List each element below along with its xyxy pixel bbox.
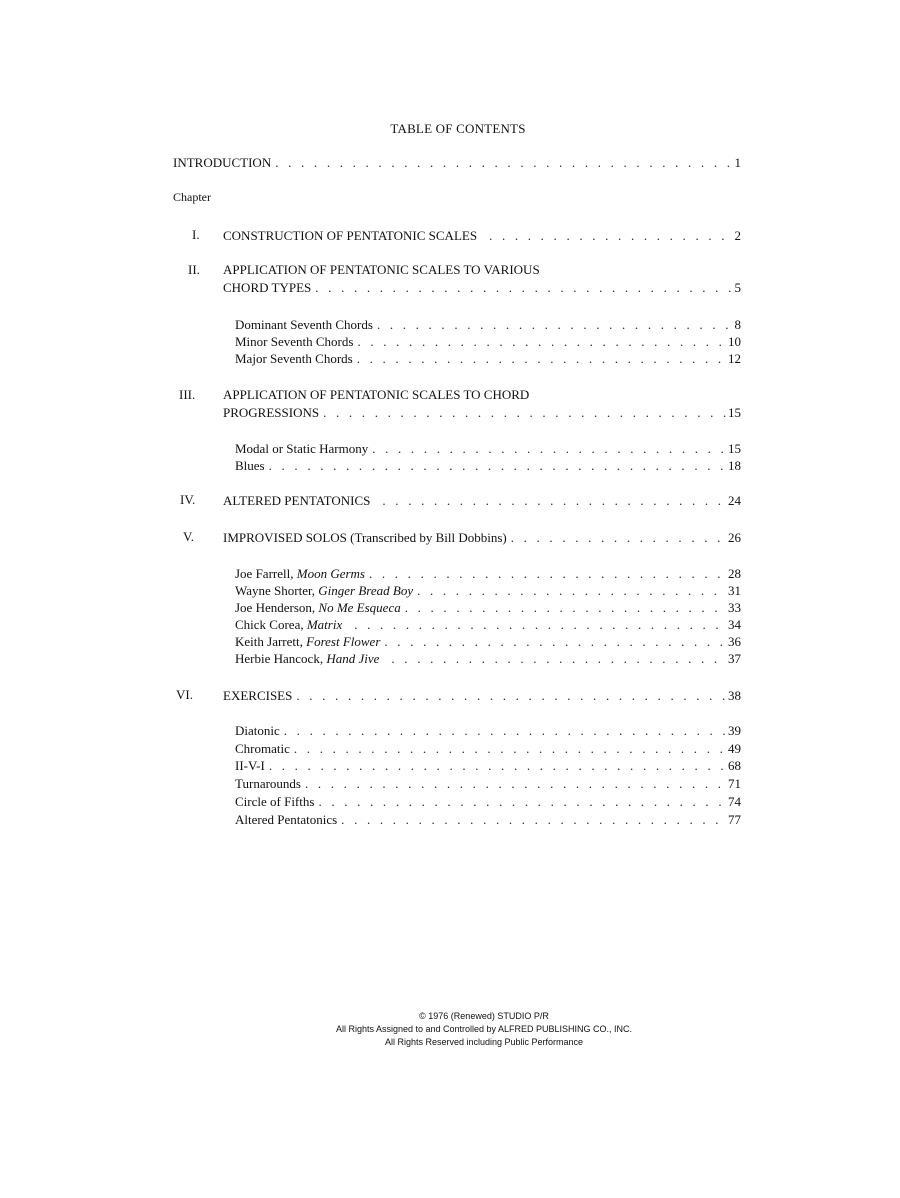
toc-entry-chapter-4[interactable] [223,492,741,509]
page-number: 26 [728,530,741,545]
toc-entry-chapter-3[interactable] [223,404,741,421]
dot-leader [269,457,726,474]
page-number: 39 [728,723,741,738]
dot-leader [374,492,726,509]
entry-title: INTRODUCTION [173,155,272,170]
page-number: 28 [728,566,741,581]
entry-title: Turnarounds [235,776,301,791]
toc-subentry[interactable] [235,811,741,828]
dot-leader [275,154,732,171]
entry-title: Major Seventh Chords [235,351,353,366]
copyright-notice [0,1010,900,1049]
page-number: 15 [728,441,741,456]
chapter-numeral: VI. [176,687,193,702]
dot-leader [369,565,726,582]
toc-subentry[interactable] [235,793,741,810]
toc-subentry[interactable] [235,457,741,474]
artist-name: Wayne Shorter, [235,583,316,598]
dot-leader [377,316,733,333]
dot-leader [318,793,726,810]
chapter-numeral: IV. [180,492,196,507]
dot-leader [315,279,732,296]
artist-name: Keith Jarrett, [235,634,303,649]
dot-leader [511,529,726,546]
toc-entry-chapter-5[interactable] [223,529,741,546]
entry-title: CHORD TYPES [223,280,312,295]
toc-subentry[interactable] [235,616,741,633]
page-number: 5 [734,280,741,295]
entry-title: Circle of Fifths [235,794,315,809]
entry-title: CONSTRUCTION OF PENTATONIC SCALES [223,228,478,243]
artist-name: Joe Farrell, [235,566,294,581]
page-number: 68 [728,758,741,773]
dot-leader [269,757,726,774]
dot-leader [357,333,726,350]
dot-leader [341,811,726,828]
toc-subentry[interactable] [235,650,741,667]
page-number: 18 [728,458,741,473]
entry-title: Dominant Seventh Chords [235,317,373,332]
tune-title: No Me Esqueca [318,600,401,615]
dot-leader [405,599,726,616]
toc-subentry[interactable] [235,599,741,616]
artist-name: Chick Corea, [235,617,304,632]
tune-title: Forest Flower [306,634,381,649]
dot-leader [294,740,726,757]
tune-title: Hand Jive [326,651,380,666]
copyright-line-1: © 1976 (Renewed) STUDIO P/R [419,1011,549,1021]
chapter-label: Chapter [173,190,211,204]
dot-leader [417,582,726,599]
tune-title: Ginger Bread Boy [318,583,414,598]
page-number: 38 [728,688,741,703]
entry-title: Minor Seventh Chords [235,334,354,349]
toc-subentry[interactable] [235,350,741,367]
entry-title: Chromatic [235,741,290,756]
tune-title: Moon Germs [296,566,365,581]
artist-name: Herbie Hancock, [235,651,324,666]
dot-leader [296,687,726,704]
page-number: 71 [728,776,741,791]
dot-leader [323,404,726,421]
dot-leader [357,350,726,367]
page-number: 12 [728,351,741,366]
dot-leader [383,650,726,667]
page-number: 24 [728,493,741,508]
toc-subentry[interactable] [235,757,741,774]
entry-title: IMPROVISED SOLOS (Transcribed by Bill Dobbins) [223,530,507,545]
tune-title: Matrix [306,617,343,632]
page-number: 33 [728,600,741,615]
chapter-numeral: I. [192,227,200,242]
dot-leader [284,722,726,739]
toc-subentry[interactable] [235,740,741,757]
entry-title: ALTERED PENTATONICS [223,493,371,508]
page-title: TABLE OF CONTENTS [390,121,526,136]
toc-subentry[interactable] [235,565,741,582]
chapter-numeral: II. [188,262,200,277]
toc-subentry[interactable] [235,333,741,350]
toc-entry-chapter-1[interactable] [223,227,741,244]
toc-subentry[interactable] [235,316,741,333]
page-number: 37 [728,651,741,666]
artist-name: Joe Henderson, [235,600,316,615]
page-number: 49 [728,741,741,756]
copyright-line-3: All Rights Reserved including Public Performance [384,1037,584,1047]
entry-title-line-1: APPLICATION OF PENTATONIC SCALES TO CHORD [223,387,530,402]
entry-title: Modal or Static Harmony [235,441,369,456]
dot-leader [305,775,726,792]
page-number: 2 [734,228,741,243]
page-number: 1 [734,155,741,170]
entry-title: EXERCISES [223,688,293,703]
toc-subentry[interactable] [235,775,741,792]
entry-title: Diatonic [235,723,280,738]
toc-subentry[interactable] [235,440,741,457]
dot-leader [346,616,726,633]
toc-entry-introduction[interactable] [173,154,741,171]
toc-entry-chapter-6[interactable] [223,687,741,704]
toc-subentry[interactable] [235,582,741,599]
dot-leader [481,227,732,244]
page-number: 8 [734,317,741,332]
page-number: 10 [728,334,741,349]
dot-leader [384,633,726,650]
entry-title-line-1: APPLICATION OF PENTATONIC SCALES TO VARIOUS [223,262,540,277]
page-number: 77 [728,812,741,827]
toc-entry-chapter-2[interactable] [223,279,741,296]
page-number: 15 [728,405,741,420]
entry-title: Blues [235,458,265,473]
entry-title: II-V-I [235,758,265,773]
copyright-line-2: All Rights Assigned to and Controlled by ALFRED PUBLISHING CO., INC. [335,1024,633,1034]
toc-subentry[interactable] [235,722,741,739]
page-number: 36 [728,634,741,649]
dot-leader [372,440,726,457]
chapter-numeral: V. [183,529,194,544]
chapter-numeral: III. [179,387,196,402]
entry-title: PROGRESSIONS [223,405,320,420]
page-number: 34 [728,617,741,632]
entry-title: Altered Pentatonics [235,812,338,827]
page-number: 31 [728,583,741,598]
toc-subentry[interactable] [235,633,741,650]
page-number: 74 [728,794,741,809]
